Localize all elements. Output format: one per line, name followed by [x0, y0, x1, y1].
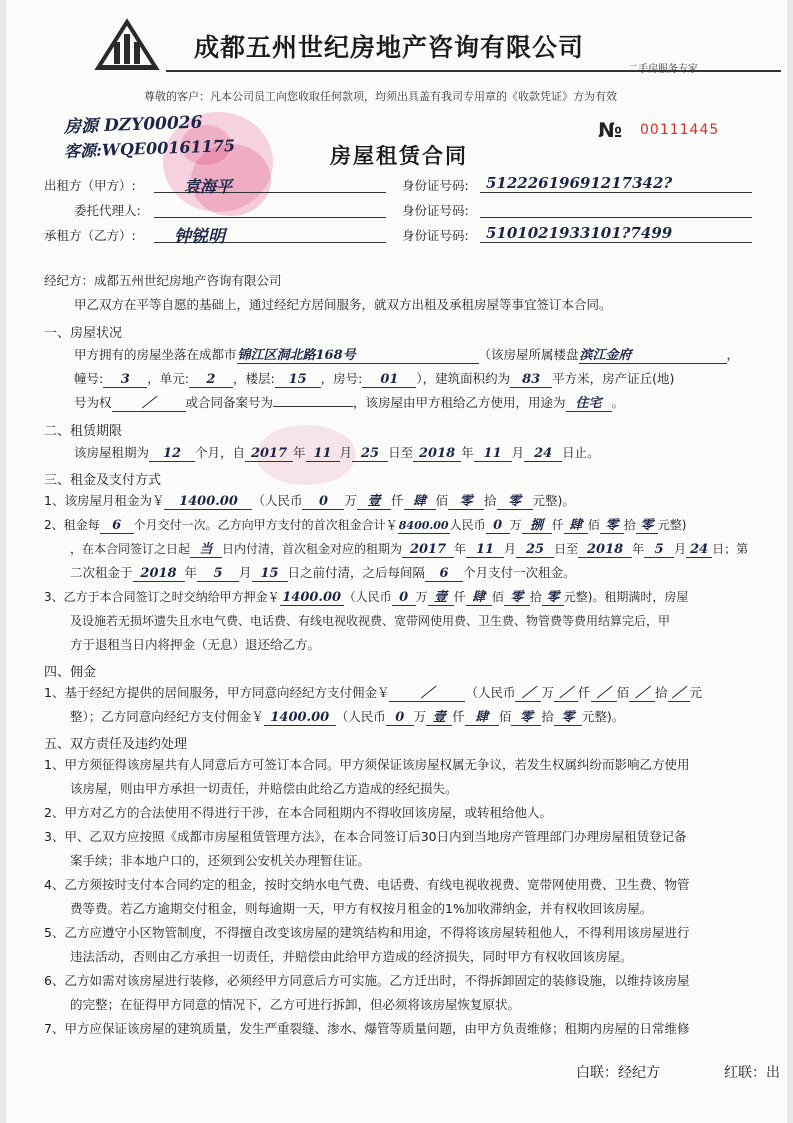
section1-heading: 一、房屋状况: [44, 326, 123, 341]
s3-p2-line1: 2、租金每 6 个月交付一次。乙方向甲方支付的首次租金合计￥8400.00人民币 0 万 捌 仟 肆 佰 零 拾 零 元整): [44, 518, 687, 533]
s3-p3-line2: 及设施若无损坏遗失且水电气费、电话费、有线电视收视费、宽带网使用费、卫生费、物管费等费用结算完后，甲: [70, 614, 671, 628]
section3-heading: 三、租金及支付方式: [44, 473, 162, 488]
s2-line: 该房屋租期为 12 个月，自 2017 年 11 月 25 日至 2018 年 11 月 24 日止。: [74, 445, 600, 461]
s5-line-6: 4、乙方须按时支付本合同约定的租金，按时交纳水电气费、电话费、有线电视收视费、宽带网使用费、卫生费、物管: [44, 877, 690, 892]
s5-line-8: 5、乙方应遵守小区物管制度，不得擅自改变该房屋的建筑结构和用途，不得将该房屋转租他人，不得利用该房屋进行: [44, 925, 690, 940]
footer-white-copy: 白联：经纪方: [576, 1065, 660, 1081]
s4-line1: 1、基于经纪方提供的居间服务，甲方同意向经纪方支付佣金￥ ／ （人民币 ／ 万 ／ 仟 ／ 佰 ／ 拾 ／ 元: [44, 685, 703, 701]
s5-line-2: 该房屋，则由甲方承担一切责任，并赔偿由此给乙方造成的经纪损失。: [70, 781, 458, 796]
lessee-id-value: 5101021933101?7499: [486, 224, 673, 242]
section5-heading: 五、双方责任及违约处理: [44, 737, 188, 752]
s3-p3-line3: 方于退租当日内将押金（无息）退还给乙方。: [70, 637, 321, 652]
header-slogan: 二手房服务专家: [628, 64, 698, 75]
company-logo-icon: [94, 18, 160, 72]
s5-line-10: 6、乙方如需对该房屋进行装修，必须经甲方同意后方可实施。乙方迁出时，不得拆卸固定的装修设施，以维持该房屋: [44, 973, 690, 988]
agent-id-label: 身份证号码:: [402, 203, 469, 218]
contract-page: [6, 0, 787, 1123]
lessor-value: 袁海平: [184, 177, 233, 196]
serial-prefix: №: [598, 118, 623, 142]
lessor-label: 出租方（甲方）:: [44, 178, 136, 193]
s3-p2-line2: ，在本合同签订之日起 当 日内付清，首次租金对应的租期为 2017 年 11 月 25 日至 2018 年 5 月 24 日；第: [70, 542, 749, 557]
s5-line-7: 费等费。若乙方逾期交付租金，则每逾期一天，甲方有权按月租金的1%加收滞纳金，并有权收回该房屋。: [70, 901, 653, 916]
s5-line-4: 3、甲、乙双方应按照《成都市房屋租赁管理方法》，在本合同签订后30日内到当地房产管理部门办理房屋租赁登记备: [44, 829, 687, 844]
agent-line: [154, 217, 386, 218]
house-location: 锦江区洞北路168号: [237, 348, 479, 364]
estate-name: 滨江金府: [579, 348, 727, 364]
s3-p3-line1: 3、乙方于本合同签订之时交纳给甲方押金￥ 1400.00 （人民币 0 万 壹 仟 肆 佰 零 拾 零 元整)。租期满时，房屋: [44, 590, 689, 605]
s1-line2: 幢号: 3 ，单元: 2 ，楼层: 15 ，房号: 01 ），建筑面积约为 83 平方米，房产证丘(地): [74, 371, 675, 387]
section2-heading: 二、租赁期限: [44, 424, 123, 439]
agent-id-line: [480, 217, 752, 218]
footer-red-copy: 红联：出: [724, 1065, 780, 1081]
lessee-id-label: 身份证号码:: [402, 228, 469, 243]
lessee-value: 钟锐明: [174, 227, 225, 247]
section4-heading: 四、佣金: [44, 665, 97, 680]
lessee-label: 承租方（乙方）:: [44, 228, 136, 243]
lessor-id-line: [480, 192, 752, 193]
agent-label: 委托代理人:: [74, 203, 141, 218]
lessor-id-value: 51222619691217342?: [486, 174, 673, 192]
lessee-id-line: [480, 242, 752, 243]
contract-title: 房屋租赁合同: [330, 144, 468, 168]
s1-line1: 甲方拥有的房屋坐落在成都市锦江区洞北路168号 （该房屋所属楼盘滨江金府 ，: [74, 347, 740, 363]
company-name: 成都五州世纪房地产咨询有限公司: [194, 33, 585, 62]
agency-line: 经纪方：成都五州世纪房地产咨询有限公司: [44, 273, 282, 288]
s5-line-1: 1、甲方须征得该房屋共有人同意后方可签订本合同。甲方须保证该房屋权属无争议，若发生权属纠纷而影响乙方使用: [44, 757, 690, 772]
s4-line2: 整）；乙方同意向经纪方支付佣金￥ 1400.00 （人民币 0 万 壹 仟 肆 佰 零 拾 零 元整)。: [70, 709, 625, 725]
s5-line-5: 案手续；非本地户口的，还须到公安机关办理暂住证。: [70, 853, 371, 868]
s3-p2-line3: 二次租金于 2018 年 5 月 15 日之前付清，之后每间隔 6 个月支付一次租金。: [70, 565, 576, 581]
s5-line-11: 的完整；在征得甲方同意的情况下，乙方可进行拆卸，但必须将该房屋恢复原状。: [70, 997, 521, 1012]
s5-line-9: 违法活动，否则由乙方承担一切责任，并赔偿由此给甲方造成的经济损失，同时甲方有权收回该房屋。: [70, 949, 633, 964]
s5-line-12: 7、甲方应保证该房屋的建筑质量，发生严重裂缝、渗水、爆管等质量问题，由甲方负责维修；租期内房屋的日常维修: [44, 1021, 690, 1036]
s5-line-3: 2、甲方对乙方的合法使用不得进行干涉，在本合同租期内不得收回该房屋，或转租给他人。: [44, 805, 552, 820]
payment-notice: 尊敬的客户：凡本公司员工向您收取任何款项，均须出具盖有我司专用章的《收款凭证》方为有效: [144, 90, 617, 103]
lessor-id-label: 身份证号码:: [402, 178, 469, 193]
s1-line3: 号为权 ／ 或合同备案号为 ，该房屋由甲方租给乙方使用，用途为 住宅 。: [74, 395, 625, 411]
s3-p1: 1、该房屋月租金为￥ 1400.00 （人民币 0 万 壹 仟 肆 佰 零 拾 零 元整)。: [44, 493, 575, 509]
serial-number: 00111445: [640, 122, 720, 138]
handnote-listing: 房源 DZY00026: [63, 112, 203, 138]
handnote-client: 客源:WQE00161175: [63, 136, 236, 161]
intro-paragraph: 甲乙双方在平等自愿的基础上，通过经纪方居间服务，就双方出租及承租房屋等事宜签订本合同。: [74, 297, 612, 312]
